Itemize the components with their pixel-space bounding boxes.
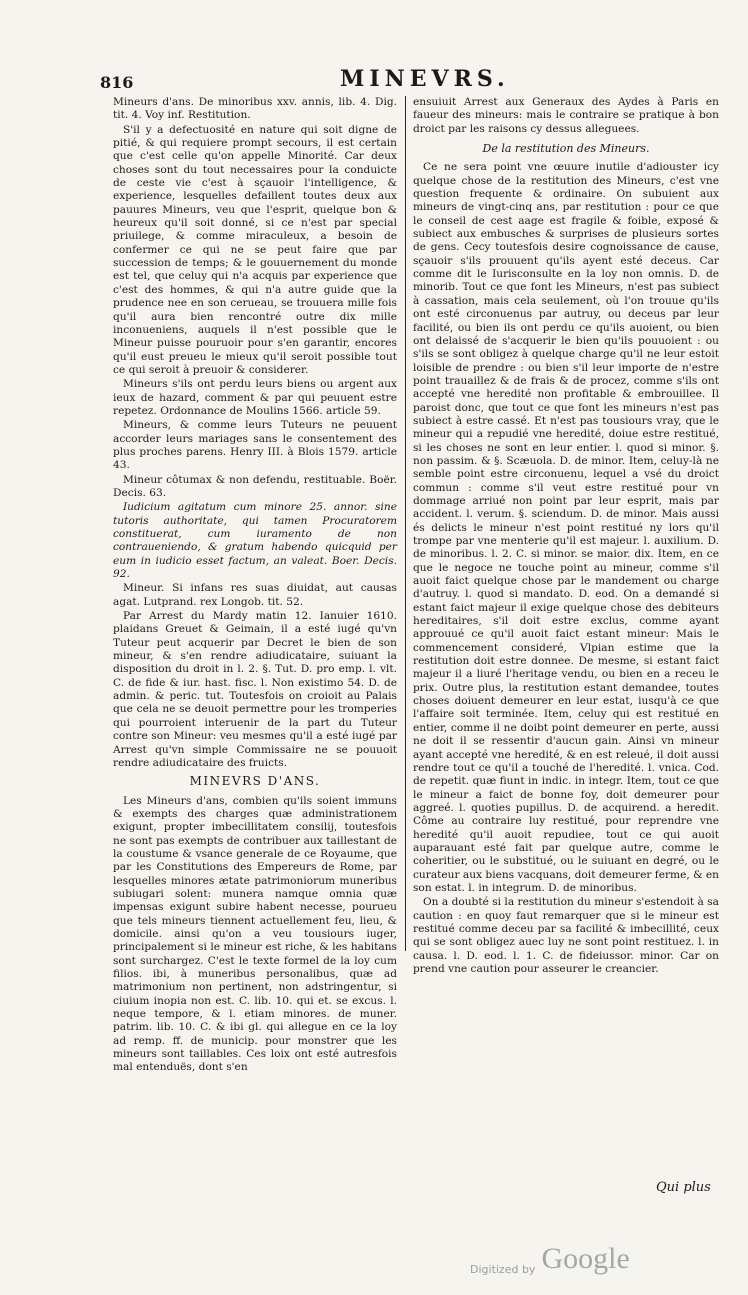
right-paragraph: ensuiuit Arrest aux Generaux des Aydes à Paris en faueur des mineurs: mais le contraire se pratique à bon droict par les raisons cy dessus alleguees. <box>413 96 719 135</box>
left-paragraph: Mineurs s'ils ont perdu leurs biens ou argent aux ieux de hazard, comment & par qui peuuent estre repetez. Ordonnance de Moulins 1566. article 59. <box>113 378 397 417</box>
left-paragraph: S'il y a defectuosité en nature qui soit digne de pitié, & qui requiere prompt secours, il est certain que c'est celle qu'on appelle Minorité. Car deux choses sont du tout necessaires pour la conduicte de ceste vie c'est à sçauoir l'intelligence, & experience, lesquelles defaillent toutes deux aux pauures Mineurs, veu que l'esprit, quelque bon & heureux qu'il soit donné, si ce n'est par special priuilege, & comme miraculeux, a besoin de confermer ce qui ne se peut faire que par succession de temps; & le gouuernement du monde est tel, que celuy qui n'a acquis par experience que c'est des hommes, & qui n'a autre guide que la prudence nee en son cerueau, se trouuera mille fois qu'il aura bien rencontré outre dix mille inconueniens, auquels il n'est possible que le Mineur puisse pouruoir pour s'en garantir, encores qu'il eust preueu le mieux qu'il seroit possible tout ce qui seroit à preuoir & considerer. <box>113 123 397 376</box>
left-paragraph: Mineur. Si infans res suas diuidat, aut causas agat. Lutprand. rex Longob. tit. 52. <box>113 582 397 608</box>
page-number: 816 <box>100 73 134 92</box>
catchword: Qui plus <box>656 1180 711 1195</box>
right-paragraph: Ce ne sera point vne œuure inutile d'adiouster icy quelque chose de la restitution des Mineurs, c'est vne question frequente & ordinaire. On subuient aux mineurs de vingt-cinq ans, par restitution : pour ce que le conseil de cest aage est fragile & foible, exposé & subiect aux embusches & surprises de plusieurs sortes de gens. Cecy toutesfois desire cognoissance de cause, sçauoir s'ils prouuent qu'ils ayent esté deceus. Car comme dit le Iurisconsulte en la loy non omnis. D. de minorib. Tout ce que font les Mineurs, n'est pas subiect à cassation, mais cela seulement, où l'on trouue qu'ils ont esté circonuenus par autruy, ou deceus par leur facilité, ou bien ils ont perdu ce qu'ils auoient, ou bien ont delaissé de s'acquerir le bien qu'ils pouuoient : ou s'ils se sont obligez à quelque charge qu'il ne leur estoit loisible de prendre : ou bien s'il leur importe de n'estre point trauaillez & de frais & de procez, comme s'ils ont accepté vne heredité non profitable & embrouillee. Il paroist donc, que tout ce que font les mineurs n'est pas subiect à estre cassé. Et n'est pas tousiours vray, que le mineur qui a repudié vne heredité, doiue estre restitué, si les choses ne sont en leur entier. l. quod si minor. §. non passim. & §. Scæuola. D. de minor. Item, celuy-là ne semble point estre circonuenu, lequel a vsé du droict commun : comme s'il veut estre restitué pour vn dommage arriué non point par leur esprit, mais par accident. l. verum. §. sciendum. D. de minor. Mais aussi és delicts le mineur n'est point restitué ny lors qu'il trompe par vne menterie qu'il est majeur. l. auxilium. D. de minoribus. l. 2. C. si minor. se maior. dix. Item, en ce que le negoce ne touche point au mineur, comme s'il auoit faict quelque chose par le mandement ou charge d'autruy. l. quod si mandato. D. eod. On a demandé si estant faict majeur il exige quelque chose des debiteurs hereditaires, s'il doit estre exclus, comme ayant approuué ce qu'il auoit faict estant mineur: Mais le commencement consideré, Vlpian estime que la restitution doit estre donnee. De mesme, si estant faict majeur il a liuré l'heritage vendu, ou bien en a receu le prix. Outre plus, la restitution estant demandee, toutes choses doiuent demeurer en leur estat, iusqu'à ce que l'affaire soit terminée. Item, celuy qui est restitué en entier, comme il ne doibt point demeurer en perte, aussi ne doit il se ressentir d'aucun gain. Ainsi vn mineur ayant accepté vne heredité, & en est releué, il doit aussi rendre tout ce qu'il a touché de l'heredité. l. vnica. Cod. de repetit. quæ fiunt in indic. in integr. Item, tout ce que le mineur a faict de bonne foy, doit demeurer pour aggreé. l. quoties pupillus. D. de acquirend. a heredit. Côme au contraire luy restitué, pour reprendre vne heredité qu'il auoit repudiee, tout ce qui auoit auparauant esté fait par quelque autre, comme le coheritier, ou le substitué, ou le suiuant en degré, ou le curateur aux biens vacquans, doit demeurer ferme, & en son estat. l. in integrum. D. de minoribus. <box>413 161 719 894</box>
right-column <box>413 96 719 977</box>
digitized-watermark <box>470 1242 630 1276</box>
left-paragraph: Mineurs, & comme leurs Tuteurs ne peuuent accorder leurs mariages sans le consentement des plus proches parens. Henry III. à Blois 1579. article 43. <box>113 419 397 472</box>
left-paragraph: Mineur côtumax & non defendu, restituable. Boër. Decis. 63. <box>113 473 397 499</box>
left-column <box>113 96 397 1076</box>
running-title: MINEVRS. <box>340 66 510 92</box>
watermark-prefix: Digitized by <box>470 1263 536 1276</box>
left-paragraph: Iudicium agitatum cum minore 25. annor. sine tutoris authoritate, qui tamen Procuratorem constituerat, cum iuramento de non contraueniendo, & gratum habendo quicquid per eum in iudicio esset factum, an valeat. Boer. Decis. 92. <box>113 501 397 581</box>
section-heading: De la restitution des Mineurs. <box>482 142 650 156</box>
section-heading: MINEVRS D'ANS. <box>189 774 321 789</box>
google-logo: Google <box>541 1242 630 1275</box>
left-paragraph: Les Mineurs d'ans, combien qu'ils soient immuns & exempts des charges quæ administrationem exigunt, propter imbecillitatem consilij, toutesfois ne sont pas exempts de contribuer aux taillestant de la coustume & vsance generale de ce Royaume, que par les Constitutions des Empereurs de Rome, par lesquelles minores ætate patrimoniorum muneribus subiugari solent: munera namque omnia quæ impensas exigunt subire habent necesse, pourueu que tels mineurs tiennent actuellement feu, lieu, & domicile. ainsi qu'on a veu tousiours iuger, principalement si le mineur est riche, & les habitans sont surchargez. C'est le texte formel de la loy cum filios. ibi, à muneribus personalibus, quæ ad matrimonium non pertinent, non adstringentur, si ciuium inopia non est. C. lib. 10. qui et. se excus. l. neque tempore, & l. etiam minores. de muner. patrim. lib. 10. C. & ibi gl. qui allegue en ce la loy ad remp. ff. de municip. pour monstrer que les mineurs sont taillables. Ces loix ont esté autresfois mal entenduës, dont s'en <box>113 794 397 1074</box>
column-divider <box>405 96 406 951</box>
left-paragraph: Mineurs d'ans. De minoribus xxv. annis, lib. 4. Dig. tit. 4. Voy inf. Restitution. <box>113 96 397 122</box>
right-paragraph: On a doubté si la restitution du mineur s'estendoit à sa caution : en quoy faut remarquer que si le mineur est restitué comme deceu par sa facilité & imbecillité, ceux qui se sont obligez auec luy ne sont point restituez. l. in causa. l. D. eod. l. 1. C. de fideiussor. minor. Car on prend vne caution pour asseurer le creancier. <box>413 896 719 975</box>
left-paragraph: Par Arrest du Mardy matin 12. Ianuier 1610. plaidans Greuet & Geimain, il a esté iugé qu'vn Tuteur peut acquerir par Decret le bien de son mineur, & s'en rendre adiudicataire, suiuant la disposition du droit in l. 2. §. Tut. D. pro emp. l. vlt. C. de fide & iur. hast. fisc. l. Non existimo 54. D. de admin. & peric. tut. Toutesfois on croioit au Palais que cela ne se deuoit permettre pour les tromperies qui pourroient interuenir de la part du Tuteur contre son Mineur: veu mesmes qu'il a esté iugé par Arrest qu'vn simple Commissaire ne se pouuoit rendre adiudicataire des fruicts. <box>113 610 397 769</box>
